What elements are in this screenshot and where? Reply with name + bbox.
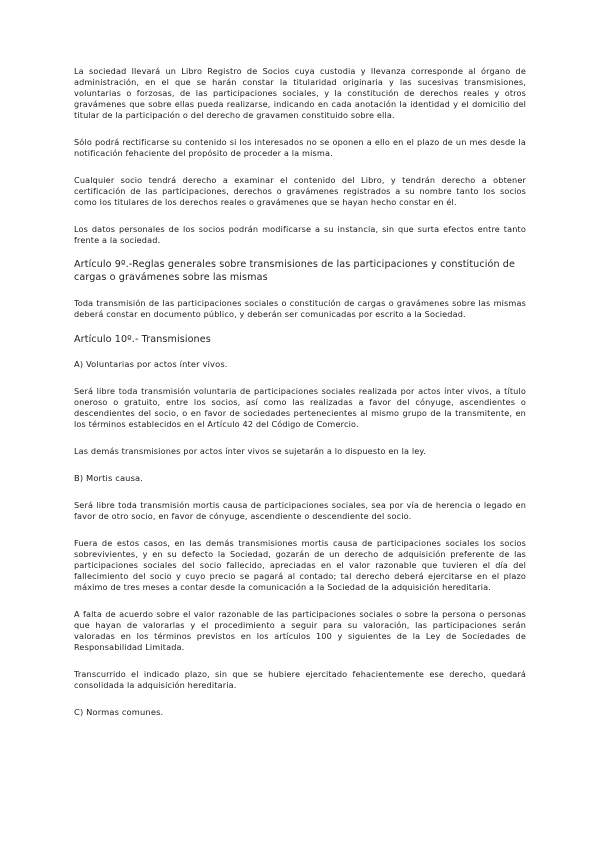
paragraph-documento-publico: Toda transmisión de las participaciones sociales o constitución de cargas o gravámenes sobre las mismas deberá constar en documento público, y deberán ser comunicadas por escrito a la Sociedad. [74, 298, 526, 319]
heading-articulo-10: Artículo 10º.- Transmisiones [74, 334, 211, 345]
paragraph-demas-transmisiones: Las demás transmisiones por actos ínter vivos se sujetarán a lo dispuesto en la ley. [74, 446, 426, 456]
paragraph-adquisicion-preferente: Fuera de estos casos, en las demás transmisiones mortis causa de participaciones sociales los socios sobrevivientes, y en su defecto la Sociedad, gozarán de un derecho de adquisición preferente de las participaciones sociales del socio fallecido, apreciadas en el valor razonable que tuvieren el día del fallecimiento del socio y cuyo precio se pagará al contado; tal derecho deberá ejercitarse en el plazo máximo de tres meses a contar desde la comunicación a la Sociedad de la adquisición hereditaria. [74, 538, 526, 592]
heading-articulo-9: Artículo 9º.-Reglas generales sobre transmisiones de las participaciones y constitución de cargas o gravámenes sobre las mismas [74, 259, 515, 283]
subheading-normas-comunes: C) Normas comunes. [74, 707, 164, 717]
subheading-voluntarias: A) Voluntarias por actos ínter vivos. [74, 359, 228, 369]
paragraph-valor-razonable: A falta de acuerdo sobre el valor razonable de las participaciones sociales o sobre la persona o personas que hayan de valorarlas y el procedimiento a seguir para su valoración, las participaciones serán valoradas en los términos previstos en los artículos 100 y siguientes de la Ley de Sociedades de Responsabilidad Limitada. [74, 609, 526, 652]
paragraph-datos-personales: Los datos personales de los socios podrán modificarse a su instancia, sin que surta efectos entre tanto frente a la sociedad. [74, 224, 526, 245]
paragraph-mortis-causa-libre: Será libre toda transmisión mortis causa de participaciones sociales, sea por vía de herencia o legado en favor de otro socio, en favor de cónyuge, ascendiente o descendiente del socio. [74, 500, 526, 521]
paragraph-examen-libro: Cualquier socio tendrá derecho a examinar el contenido del Libro, y tendrán derecho a obtener certificación de las participaciones, derechos o gravámenes registrados a su nombre tanto los socios como los titulares de los derechos reales o gravámenes que se hayan hecho constar en él. [74, 175, 526, 207]
subheading-mortis-causa: B) Mortis causa. [74, 473, 144, 483]
paragraph-plazo-transcurrido: Transcurrido el indicado plazo, sin que se hubiere ejercitado fehacientemente ese derecho, quedará consolidada la adquisición hereditaria. [74, 669, 526, 690]
paragraph-rectificacion: Sólo podrá rectificarse su contenido si los interesados no se oponen a ello en el plazo de un mes desde la notificación fehaciente del propósito de proceder a la misma. [74, 137, 526, 158]
document-page [74, 66, 526, 734]
paragraph-transmision-libre: Será libre toda transmisión voluntaria de participaciones sociales realizada por actos ínter vivos, a título oneroso o gratuito, entre los socios, así como las realizadas a favor del cónyuge, ascendientes o descendientes del socio, o en favor de sociedades pertenecientes al mismo grupo de la transmitente, en los términos establecidos en el Artículo 42 del Código de Comercio. [74, 386, 526, 429]
paragraph-libro-registro: La sociedad llevará un Libro Registro de Socios cuya custodia y llevanza corresponde al órgano de administración, en el que se harán constar la titularidad originaria y las sucesivas transmisiones, voluntarias o forzosas, de las participaciones sociales, y la constitución de derechos reales y otros gravámenes que sobre ellas pueda realizarse, indicando en cada anotación la identidad y el domicilio del titular de la participación o del derecho de gravamen constituido sobre ella. [74, 66, 526, 120]
